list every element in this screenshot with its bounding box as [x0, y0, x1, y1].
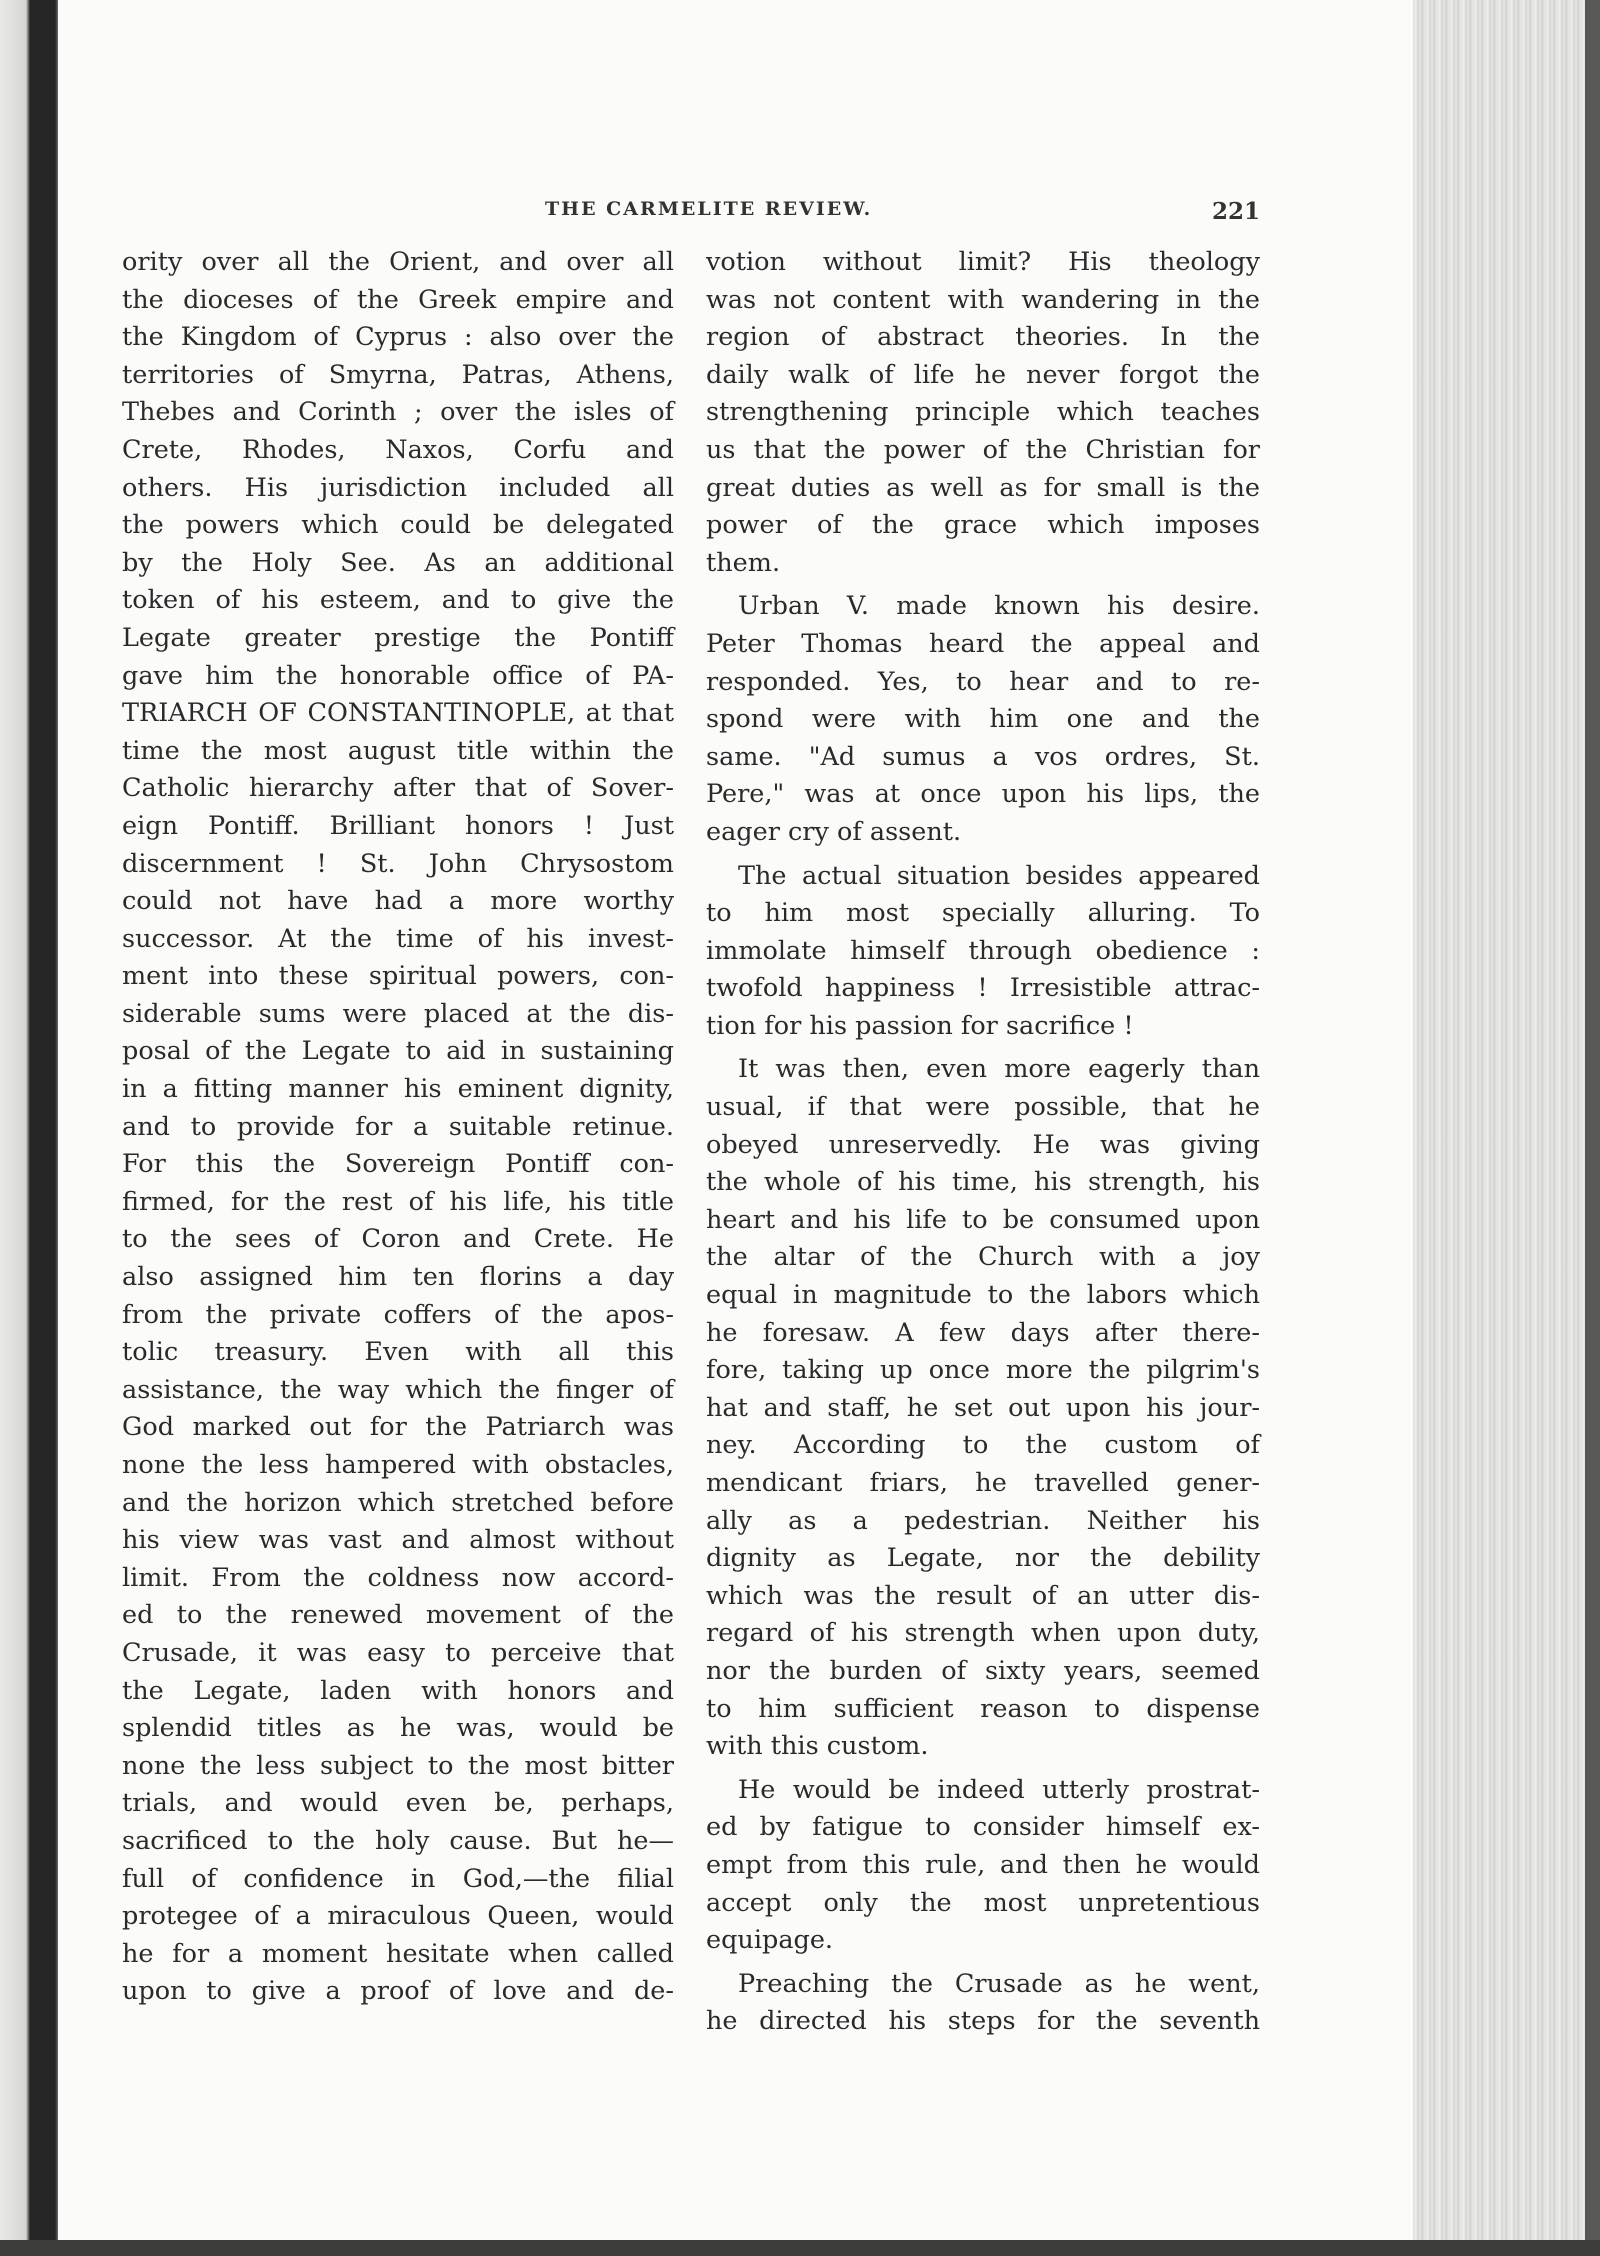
text-line: He would be indeed utterly prostrat-	[738, 1774, 1260, 1805]
text-line: Urban V. made known his desire.	[738, 591, 1260, 622]
text-line: Legate greater prestige the Pontiff	[122, 622, 674, 653]
scan-bottom-edge	[0, 2240, 1600, 2256]
text-line: discernment ! St. John Chrysostom	[122, 848, 674, 879]
text-line: hat and staff, he set out upon his jour-	[706, 1392, 1260, 1423]
text-line: Catholic hierarchy after that of Sover-	[122, 773, 674, 804]
text-line: equal in magnitude to the labors which	[706, 1280, 1260, 1311]
text-line: fore, taking up once more the pilgrim's	[706, 1355, 1260, 1386]
text-line: ney. According to the custom of	[706, 1430, 1260, 1461]
right-column	[706, 244, 1260, 2041]
left-column	[122, 244, 674, 2011]
text-line: assistance, the way which the finger of	[122, 1374, 674, 1405]
text-line: tolic treasury. Even with all this	[122, 1337, 674, 1368]
text-line: time the most august title within the	[122, 735, 674, 766]
text-line: token of his esteem, and to give the	[122, 585, 674, 616]
page-stack-edge	[1413, 0, 1600, 2256]
text-line: heart and his life to be consumed upon	[706, 1204, 1260, 1235]
running-head: THE CARMELITE REVIEW.	[545, 198, 873, 220]
scan-right-edge	[1585, 0, 1600, 2256]
text-line: upon to give a proof of love and de-	[122, 1976, 674, 2007]
text-line: accept only the most unpretentious	[706, 1887, 1260, 1918]
text-line: The actual situation besides appeared	[738, 860, 1260, 891]
text-line: the altar of the Church with a joy	[706, 1242, 1260, 1273]
text-line: was not content with wandering in the	[706, 284, 1260, 315]
text-line: votion without limit? His theology	[706, 247, 1260, 277]
text-line: Preaching the Crusade as he went,	[738, 1968, 1260, 1999]
text-line: none the less subject to the most bitter	[122, 1750, 674, 1781]
text-line: he foresaw. A few days after there-	[706, 1317, 1260, 1348]
text-line: us that the power of the Christian for	[706, 434, 1260, 465]
text-line: others. His jurisdiction included all	[122, 472, 674, 503]
text-line: immolate himself through obedience :	[706, 935, 1260, 966]
text-line: tion for his passion for sacrifice !	[706, 1010, 1134, 1041]
text-line: by the Holy See. As an additional	[122, 547, 674, 578]
text-line: the Legate, laden with honors and	[122, 1675, 674, 1706]
text-line: ed by fatigue to consider himself ex-	[706, 1812, 1260, 1843]
text-line: could not have had a more worthy	[122, 886, 674, 917]
scan-binding-edge	[0, 0, 58, 2256]
text-line: he for a moment hesitate when called	[122, 1938, 674, 1969]
text-line: them.	[706, 547, 781, 578]
text-line: the whole of his time, his strength, his	[706, 1167, 1260, 1198]
text-line: limit. From the coldness now accord-	[122, 1562, 674, 1593]
text-line: siderable sums were placed at the dis-	[122, 998, 674, 1029]
text-line: to the sees of Coron and Crete. He	[122, 1224, 674, 1255]
text-line: dignity as Legate, nor the debility	[706, 1543, 1260, 1574]
text-line: Pere," was at once upon his lips, the	[706, 779, 1260, 810]
text-line: protegee of a miraculous Queen, would	[122, 1901, 674, 1932]
text-line: eign Pontiff. Brilliant honors ! Just	[122, 810, 674, 841]
text-line: in a fitting manner his eminent dignity,	[122, 1074, 674, 1105]
text-line: ority over all the Orient, and over all	[122, 247, 674, 277]
text-line: posal of the Legate to aid in sustaining	[122, 1036, 674, 1067]
text-line: with this custom.	[706, 1731, 929, 1762]
text-line: empt from this rule, and then he would	[706, 1849, 1260, 1880]
page-header	[120, 198, 1260, 232]
text-line: successor. At the time of his invest-	[122, 923, 674, 954]
text-line: ment into these spiritual powers, con-	[122, 961, 674, 992]
text-line: also assigned him ten florins a day	[122, 1262, 674, 1293]
text-line: Thebes and Corinth ; over the isles of	[122, 397, 674, 428]
text-line: For this the Sovereign Pontiff con-	[122, 1149, 674, 1180]
text-line: trials, and would even be, perhaps,	[122, 1788, 674, 1819]
text-line: nor the burden of sixty years, seemed	[706, 1655, 1260, 1686]
text-line: God marked out for the Patriarch was	[122, 1412, 674, 1443]
text-line: daily walk of life he never forgot the	[706, 359, 1260, 390]
text-line: strengthening principle which teaches	[706, 397, 1260, 428]
text-line: ed to the renewed movement of the	[122, 1600, 674, 1631]
text-line: usual, if that were possible, that he	[706, 1092, 1260, 1123]
text-line: full of confidence in God,—the filial	[122, 1863, 674, 1894]
text-line: sacrificed to the holy cause. But he—	[122, 1825, 674, 1856]
text-line: mendicant friars, he travelled gener-	[706, 1468, 1260, 1498]
text-line: regard of his strength when upon duty,	[706, 1618, 1260, 1649]
text-line: region of abstract theories. In the	[706, 322, 1260, 353]
text-line: territories of Smyrna, Patras, Athens,	[122, 359, 674, 390]
text-line: gave him the honorable office of PA-	[122, 660, 674, 691]
text-line: Crusade, it was easy to perceive that	[122, 1637, 674, 1668]
text-line: eager cry of assent.	[706, 816, 962, 847]
text-line: and to provide for a suitable retinue.	[122, 1111, 674, 1142]
text-line: from the private coffers of the apos-	[122, 1299, 674, 1330]
text-line: power of the grace which imposes	[706, 510, 1260, 541]
text-line: which was the result of an utter dis-	[706, 1580, 1260, 1611]
text-line: ally as a pedestrian. Neither his	[706, 1505, 1260, 1536]
text-line: great duties as well as for small is the	[706, 472, 1260, 503]
text-line: his view was vast and almost without	[122, 1525, 674, 1556]
text-line: he directed his steps for the seventh	[706, 2006, 1260, 2037]
text-line: spond were with him one and the	[706, 704, 1260, 735]
text-line: splendid titles as he was, would be	[122, 1713, 674, 1744]
text-line: twofold happiness ! Irresistible attrac-	[706, 973, 1260, 1004]
text-line: It was then, even more eagerly than	[738, 1054, 1260, 1085]
text-line: obeyed unreservedly. He was giving	[706, 1129, 1260, 1160]
text-line: Crete, Rhodes, Naxos, Corfu and	[122, 434, 674, 465]
text-line: to him most specially alluring. To	[706, 898, 1260, 929]
text-line: to him sufficient reason to dispense	[706, 1693, 1260, 1724]
text-line: the dioceses of the Greek empire and	[122, 284, 674, 315]
page-number: 221	[1211, 198, 1260, 225]
text-line: the powers which could be delegated	[122, 510, 674, 541]
text-line: none the less hampered with obstacles,	[122, 1450, 674, 1480]
text-line: Peter Thomas heard the appeal and	[706, 628, 1260, 659]
text-line: same. "Ad sumus a vos ordres, St.	[706, 741, 1260, 772]
text-line: and the horizon which stretched before	[122, 1487, 674, 1518]
text-line: equipage.	[706, 1925, 834, 1956]
text-line: the Kingdom of Cyprus : also over the	[122, 322, 674, 353]
text-line: responded. Yes, to hear and to re-	[706, 666, 1260, 697]
text-line: TRIARCH OF CONSTANTINOPLE, at that	[122, 698, 674, 729]
text-line: firmed, for the rest of his life, his title	[122, 1186, 674, 1217]
